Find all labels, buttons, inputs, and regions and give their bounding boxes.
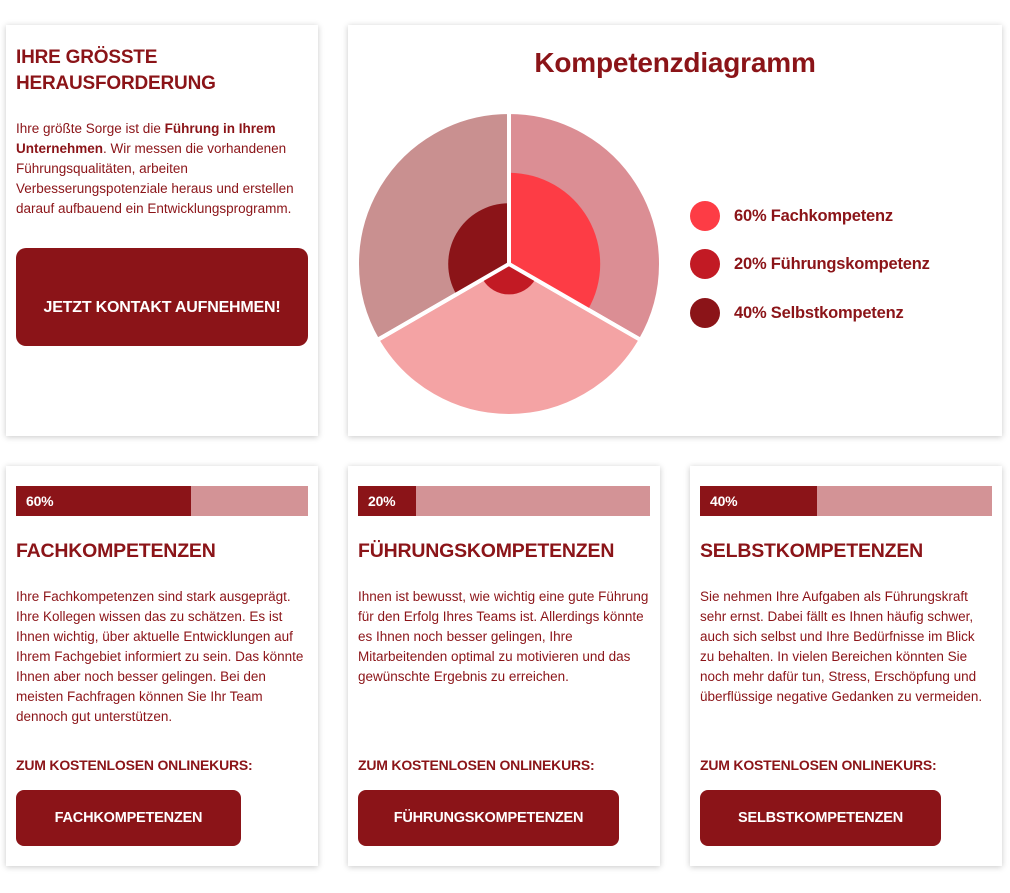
competency-description: Sie nehmen Ihre Aufgaben als Führungskraft sehr ernst. Dabei fällt es Ihnen häufig schwer, auch sich selbst und Ihre Bedürfnisse im Blick zu behalten. In vielen Bereichen könnten Sie noch mehr dafür tun, Stress, Erschöpfung und überflüssige negative Gedanken zu vermeiden. — [700, 589, 983, 704]
course-button-fachkompetenzen[interactable]: FACHKOMPETENZEN — [16, 790, 241, 846]
course-label: ZUM KOSTENLOSEN ONLINEKURS: — [700, 757, 937, 773]
competency-description: Ihre Fachkompetenzen sind stark ausgeprägt. Ihre Kollegen wissen das zu schätzen. Es ist Ihnen wichtig, über aktuelle Entwicklungen auf Ihrem Fachgebiet informiert zu sein. Das könnte Ihnen aber noch besser gelingen. Bei den meisten Fachfragen können Sie Ihr Team dennoch gut unterstützen. — [16, 589, 304, 724]
course-label: ZUM KOSTENLOSEN ONLINEKURS: — [358, 757, 595, 773]
legend-dot — [690, 298, 720, 328]
legend-item-fuehrungskompetenz — [690, 249, 930, 279]
legend-label: 40% Selbstkompetenz — [734, 303, 904, 322]
course-label: ZUM KOSTENLOSEN ONLINEKURS: — [16, 757, 253, 773]
competency-card-fach — [6, 466, 318, 866]
competence-chart — [348, 25, 1002, 436]
challenge-desc-end: . Wir messen die vorhandenen Führungsqualitäten, arbeiten Verbesserungspotenziale heraus und erstellen darauf aufbauend ein Entwicklungsprogramm. — [16, 141, 294, 216]
competency-title: FACHKOMPETENZEN — [16, 540, 216, 562]
progress-bar — [358, 486, 650, 516]
progress-bar — [16, 486, 308, 516]
progress-label: 40% — [710, 493, 738, 509]
competence-chart-card — [348, 25, 1002, 436]
course-button-fuehrungskompetenzen[interactable]: FÜHRUNGSKOMPETENZEN — [358, 790, 619, 846]
legend-label: 60% Fachkompetenz — [734, 206, 893, 225]
challenge-description — [16, 119, 308, 219]
challenge-desc-highlight: Führung in Ihrem Unternehmen — [16, 121, 276, 156]
competency-card-selbst — [690, 466, 1002, 866]
competency-description: Ihnen ist bewusst, wie wichtig eine gute Führung für den Erfolg Ihres Teams ist. Allerdings könnte es Ihnen noch besser gelingen, Ihre Mitarbeitenden optimal zu motivieren und das gewünschte Ergebnis zu erreichen. — [358, 589, 649, 684]
legend-label: 20% Führungskompetenz — [734, 254, 930, 273]
competency-title: SELBSTKOMPETENZEN — [700, 540, 924, 562]
legend-item-fachkompetenz — [690, 201, 893, 231]
legend-dot — [690, 201, 720, 231]
progress-label: 20% — [368, 493, 396, 509]
contact-button[interactable]: JETZT KONTAKT AUFNEHMEN! — [16, 248, 308, 346]
course-button-selbstkompetenzen[interactable]: SELBSTKOMPETENZEN — [700, 790, 941, 846]
chart-title: Kompetenzdiagramm — [534, 47, 816, 78]
progress-bar — [700, 486, 992, 516]
challenge-desc-start: Ihre größte Sorge ist die — [16, 121, 165, 136]
challenge-card — [6, 25, 318, 436]
legend-item-selbstkompetenz — [690, 298, 904, 328]
competency-card-fuehrung — [348, 466, 660, 866]
challenge-title: IHRE GRÖSSTE HERAUSFORDERUNG — [16, 47, 216, 94]
competency-title: FÜHRUNGSKOMPETENZEN — [358, 540, 615, 562]
legend-dot — [690, 249, 720, 279]
progress-label: 60% — [26, 493, 54, 509]
